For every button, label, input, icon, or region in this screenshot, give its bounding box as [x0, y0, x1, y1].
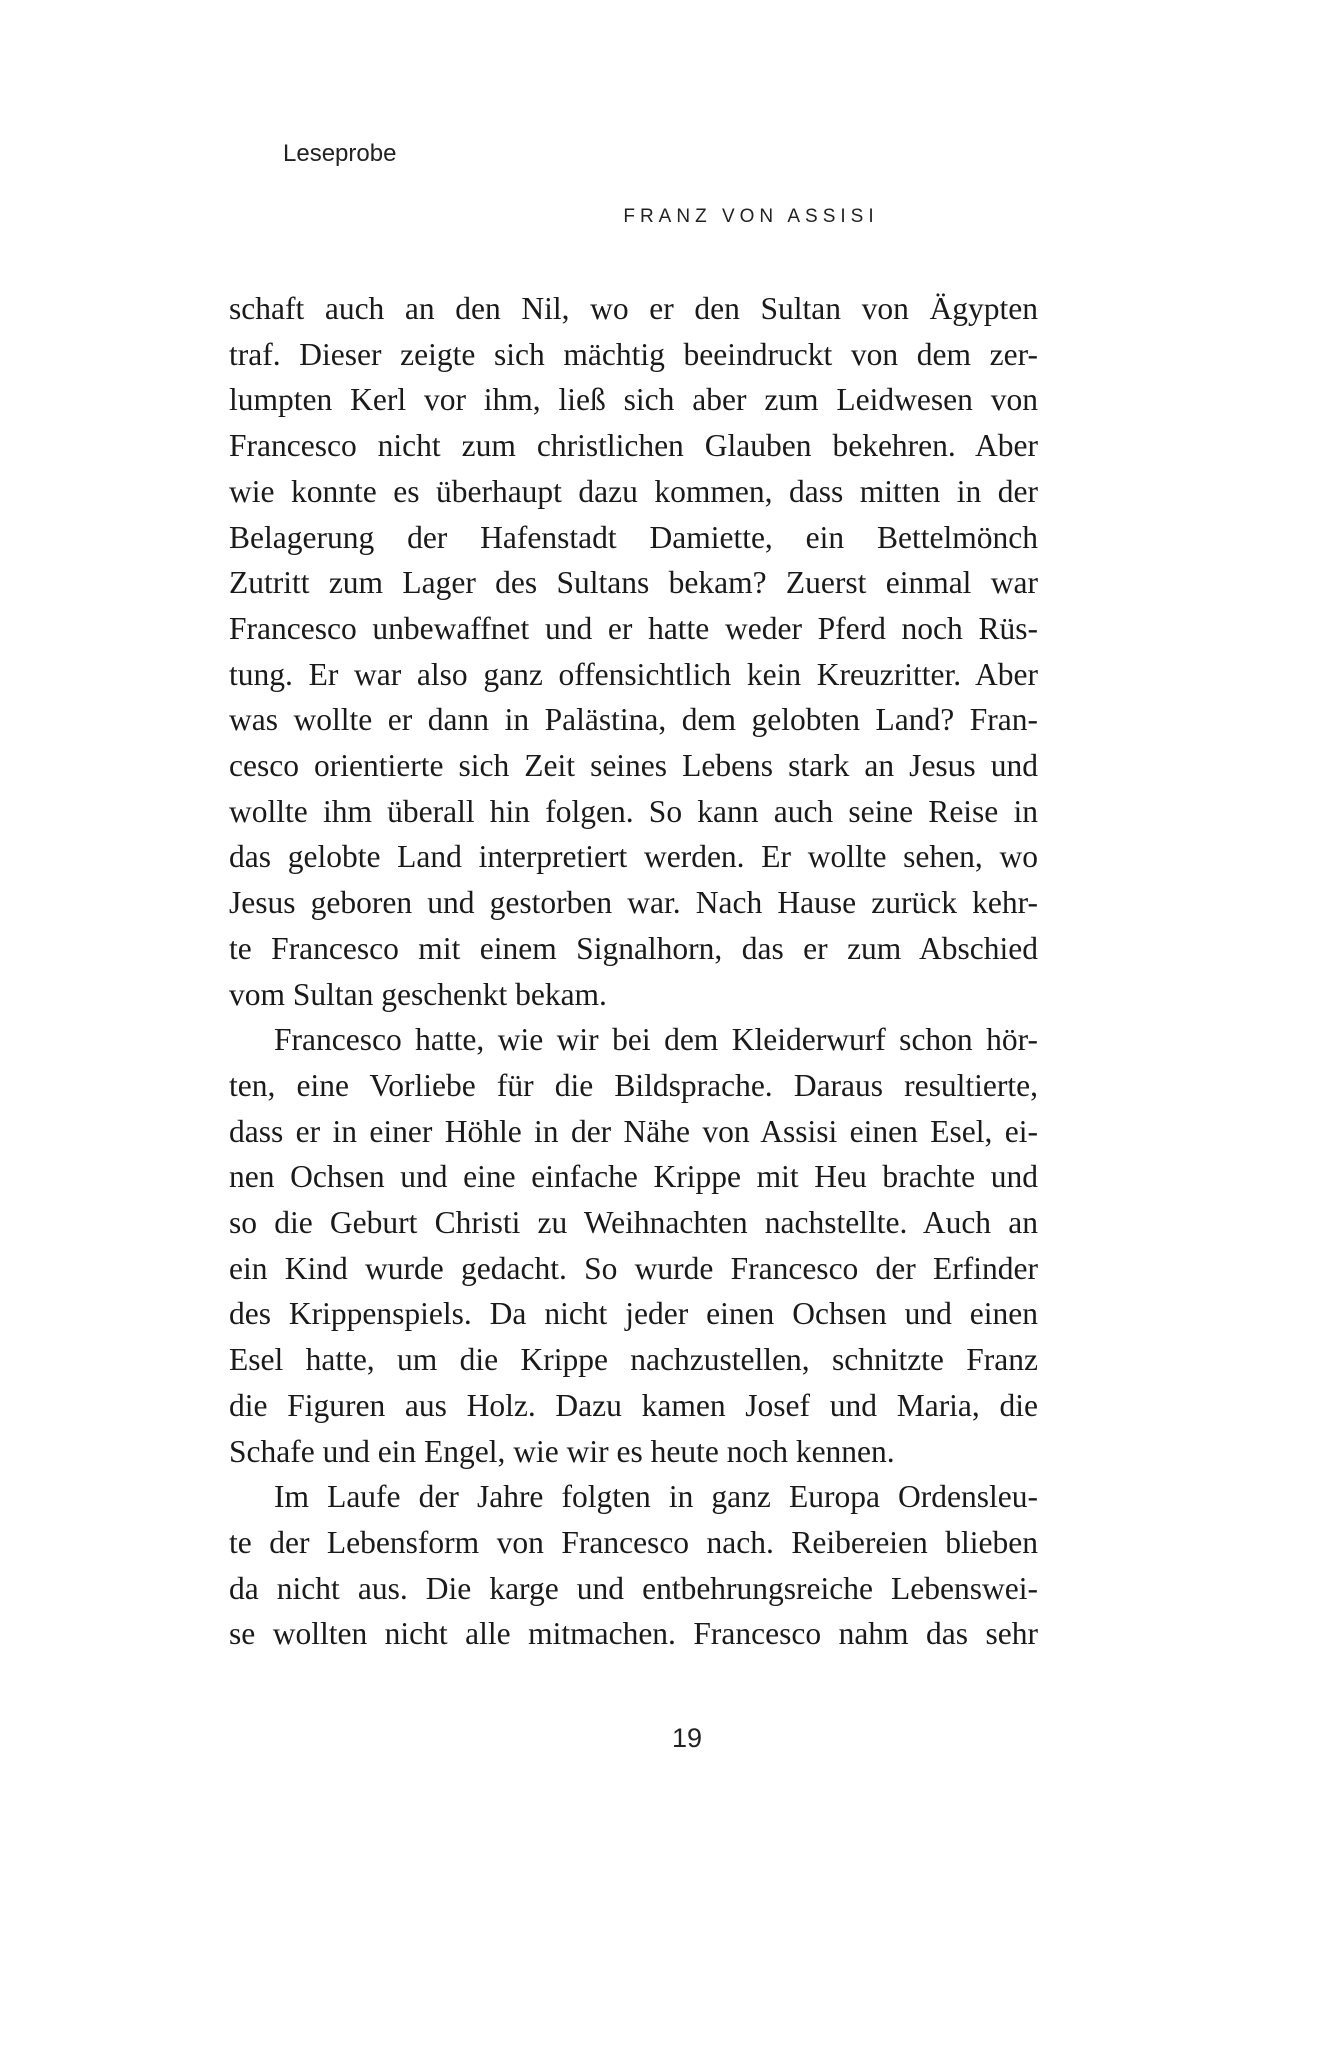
text-line: tung. Er war also ganz offensichtlich kein Kreuzritter. Aber — [229, 656, 1038, 692]
running-head: FRANZ VON ASSISI — [623, 206, 879, 227]
text-line: ten, eine Vorliebe für die Bildsprache. Daraus resultierte, — [229, 1067, 1038, 1103]
page-number: 19 — [671, 1723, 703, 1753]
text-line: so die Geburt Christi zu Weihnachten nachstellte. Auch an — [229, 1205, 1038, 1241]
text-line: traf. Dieser zeigte sich mächtig beeindruckt von dem zer- — [229, 336, 1038, 372]
text-line: cesco orientierte sich Zeit seines Lebens stark an Jesus und — [229, 748, 1038, 784]
text-line: ein Kind wurde gedacht. So wurde Francesco der Erfinder — [229, 1250, 1038, 1286]
text-line: se wollten nicht alle mitmachen. Francesco nahm das sehr — [229, 1616, 1038, 1652]
text-line: Jesus geboren und gestorben war. Nach Hause zurück kehr- — [229, 885, 1038, 921]
text-line: des Krippenspiels. Da nicht jeder einen Ochsen und einen — [229, 1296, 1038, 1332]
text-line: da nicht aus. Die karge und entbehrungsreiche Lebenswei- — [229, 1570, 1038, 1606]
body-text — [229, 286, 1038, 1657]
text-line: Francesco unbewaffnet und er hatte weder Pferd noch Rüs- — [229, 610, 1038, 646]
text-line: dass er in einer Höhle in der Nähe von Assisi einen Esel, ei- — [229, 1113, 1038, 1149]
text-line: Esel hatte, um die Krippe nachzustellen, schnitzte Franz — [229, 1342, 1038, 1378]
leseprobe-label: Leseprobe — [283, 140, 397, 167]
text-line: te Francesco mit einem Signalhorn, das er zum Abschied — [229, 930, 1038, 966]
paragraph — [229, 1017, 1038, 1474]
text-line: was wollte er dann in Palästina, dem gelobten Land? Fran- — [229, 702, 1038, 738]
paragraph — [229, 286, 1038, 1017]
text-line: die Figuren aus Holz. Dazu kamen Josef und Maria, die — [229, 1387, 1038, 1423]
text-line: schaft auch an den Nil, wo er den Sultan von Ägypten — [229, 291, 1038, 326]
text-line: wollte ihm überall hin folgen. So kann auch seine Reise in — [229, 793, 1038, 829]
text-line: vom Sultan geschenkt bekam. — [229, 976, 607, 1012]
text-line: te der Lebensform von Francesco nach. Reibereien blieben — [229, 1524, 1038, 1560]
text-line: nen Ochsen und eine einfache Krippe mit Heu brachte und — [229, 1159, 1038, 1195]
text-line: Schafe und ein Engel, wie wir es heute noch kennen. — [229, 1433, 895, 1469]
text-line: Francesco hatte, wie wir bei dem Kleiderwurf schon hör- — [274, 1022, 1038, 1058]
text-line: das gelobte Land interpretiert werden. Er wollte sehen, wo — [229, 839, 1038, 875]
text-line: lumpten Kerl vor ihm, ließ sich aber zum Leidwesen von — [229, 382, 1038, 418]
text-line: Im Laufe der Jahre folgten in ganz Europa Ordensleu- — [274, 1479, 1038, 1515]
text-line: wie konnte es überhaupt dazu kommen, dass mitten in der — [229, 473, 1038, 509]
paragraph — [229, 1474, 1038, 1657]
text-line: Belagerung der Hafenstadt Damiette, ein Bettelmönch — [229, 519, 1038, 555]
text-line: Zutritt zum Lager des Sultans bekam? Zuerst einmal war — [229, 565, 1038, 601]
text-line: Francesco nicht zum christlichen Glauben bekehren. Aber — [229, 428, 1038, 464]
